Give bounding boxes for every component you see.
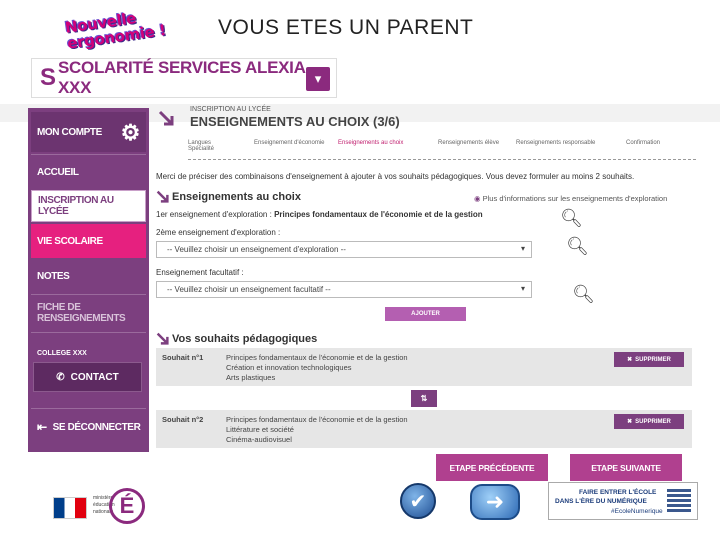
section-title-wishes: Vos souhaits pédagogiques (172, 333, 318, 345)
wish-line: Littérature et société (226, 425, 294, 434)
previous-step-button[interactable]: ETAPE PRÉCÉDENTE (436, 454, 548, 481)
delete-wish-2-button[interactable] (614, 414, 684, 429)
ministry-text: ministère éducation nationale (93, 495, 115, 515)
swap-order-button[interactable]: ⇅ (411, 390, 437, 407)
step-4: Renseignements élève (438, 140, 500, 146)
first-exploration-label: 1er enseignement d'exploration : (156, 210, 272, 219)
sidebar (28, 108, 149, 452)
delete-label: SUPPRIMER (635, 418, 671, 425)
sidebar-item-notes[interactable] (31, 260, 146, 292)
slide-title: VOUS ETES UN PARENT (218, 16, 474, 39)
wish-line: Principes fondamentaux de l'économie et de la gestion (226, 415, 408, 424)
sidebar-item-accueil[interactable] (31, 156, 146, 188)
banner-line: DANS L'ÈRE DU NUMÉRIQUE (555, 498, 647, 505)
sidebar-item-label: NOTES (37, 270, 70, 282)
wish-row-1 (156, 348, 692, 386)
wish-title: Souhait n°1 (162, 353, 204, 362)
arrow-icon (156, 332, 169, 345)
wish-line: Arts plastiques (226, 373, 276, 382)
sidebar-item-label: ACCUEIL (37, 166, 79, 178)
more-info-link[interactable] (474, 194, 667, 203)
step-1: Langues Spécialité (188, 140, 215, 152)
sidebar-item-inscription[interactable] (31, 190, 146, 222)
ecole-numerique-banner (548, 482, 698, 520)
step-indicator (188, 140, 696, 154)
intro-text: Merci de préciser des combinaisons d'enseignement à ajouter à vos souhaits pédagogiques. Vous devez formuler au moins 2 souhaits. (156, 172, 635, 181)
first-exploration-value: Principes fondamentaux de l'économie et de la gestion (274, 210, 483, 219)
wish-title: Souhait n°2 (162, 415, 204, 424)
sidebar-item-vie-scolaire[interactable] (31, 224, 146, 258)
step-3: Enseignements au choix (338, 140, 404, 146)
more-info-label: Plus d'informations sur les enseignements d'exploration (482, 194, 668, 203)
banner-line: FAIRE ENTRER L'ÉCOLE (579, 489, 657, 496)
delete-label: SUPPRIMER (635, 356, 671, 363)
sidebar-item-fiche[interactable] (31, 296, 146, 330)
second-exploration-select[interactable] (156, 241, 532, 258)
sidebar-item-label: FICHE DE RENSEIGNEMENTS (37, 302, 126, 324)
check-icon[interactable]: ✔ (400, 483, 436, 519)
select-placeholder: -- Veuillez choisir un enseignement facultatif -- (167, 285, 331, 294)
breadcrumb: INSCRIPTION AU LYCÉE (190, 106, 271, 113)
phone-icon: ✆ (56, 371, 65, 383)
wish-line: Cinéma-audiovisuel (226, 435, 292, 444)
next-step-button[interactable]: ETAPE SUIVANTE (570, 454, 682, 481)
magnifier-icon: 🔍︎ (572, 284, 595, 304)
select-placeholder: -- Veuillez choisir un enseignement d'exploration -- (167, 245, 346, 254)
app-banner (31, 58, 337, 98)
step-6: Confirmation (626, 140, 661, 146)
chevron-down-icon[interactable]: ▾ (306, 67, 330, 91)
wish-row-2 (156, 410, 692, 448)
app-name: SCOLARITÉ SERVICES ALEXIA XXX (58, 58, 305, 97)
republique-francaise-logo (53, 497, 87, 519)
sidebar-item-label: VIE SCOLAIRE (37, 235, 103, 247)
page-title: ENSEIGNEMENTS AU CHOIX (3/6) (190, 114, 400, 129)
brand-logo-letter: S (40, 64, 57, 91)
optional-label: Enseignement facultatif : (156, 268, 244, 277)
step-2: Enseignement d'économie (254, 140, 325, 146)
arrow-icon (158, 110, 174, 126)
divider (31, 294, 146, 295)
arrow-right-icon[interactable]: ➜ (470, 484, 520, 520)
sidebar-item-logout[interactable] (31, 410, 146, 444)
sidebar-item-label: INSCRIPTION AU LYCÉE (38, 195, 114, 217)
arrow-icon (156, 190, 169, 203)
divider (31, 332, 146, 333)
section-title-choices: Enseignements au choix (172, 191, 301, 203)
delete-wish-1-button[interactable] (614, 352, 684, 367)
college-name: COLLEGE XXX (37, 350, 87, 357)
sidebar-item-label: SE DÉCONNECTER (52, 421, 141, 433)
caret-down-icon: ▾ (520, 284, 525, 293)
sidebar-item-mon-compte[interactable] (31, 112, 146, 152)
wish-line: Principes fondamentaux de l'économie et de la gestion (226, 353, 408, 362)
wish-line: Création et innovation technologiques (226, 363, 352, 372)
ergonomie-title: Nouvelle ergonomie ! (63, 9, 167, 53)
close-icon: ✖ (627, 357, 633, 363)
contact-label: CONTACT (70, 371, 119, 383)
education-logo: É (109, 488, 145, 524)
optional-select[interactable] (156, 281, 532, 298)
step-5: Renseignements responsable (516, 140, 596, 146)
close-icon: ✖ (627, 419, 633, 425)
second-exploration-label: 2ème enseignement d'exploration : (156, 228, 281, 237)
divider (31, 154, 146, 155)
gear-icon: ⚙ (120, 120, 140, 145)
banner-hashtag: #EcoleNumerique (611, 508, 663, 515)
add-button[interactable]: AJOUTER (385, 307, 466, 321)
sidebar-item-label: MON COMPTE (37, 126, 102, 138)
steps-divider (188, 159, 696, 160)
caret-down-icon: ▾ (520, 244, 525, 253)
divider (31, 408, 146, 409)
contact-button[interactable] (33, 362, 142, 392)
qr-code-icon (667, 488, 691, 512)
first-exploration (156, 210, 483, 219)
magnifier-icon: 🔍︎ (560, 208, 583, 228)
magnifier-icon: 🔍︎ (566, 236, 589, 256)
eye-icon: ◉ (474, 194, 483, 203)
logout-icon: ⇤ (37, 420, 47, 434)
